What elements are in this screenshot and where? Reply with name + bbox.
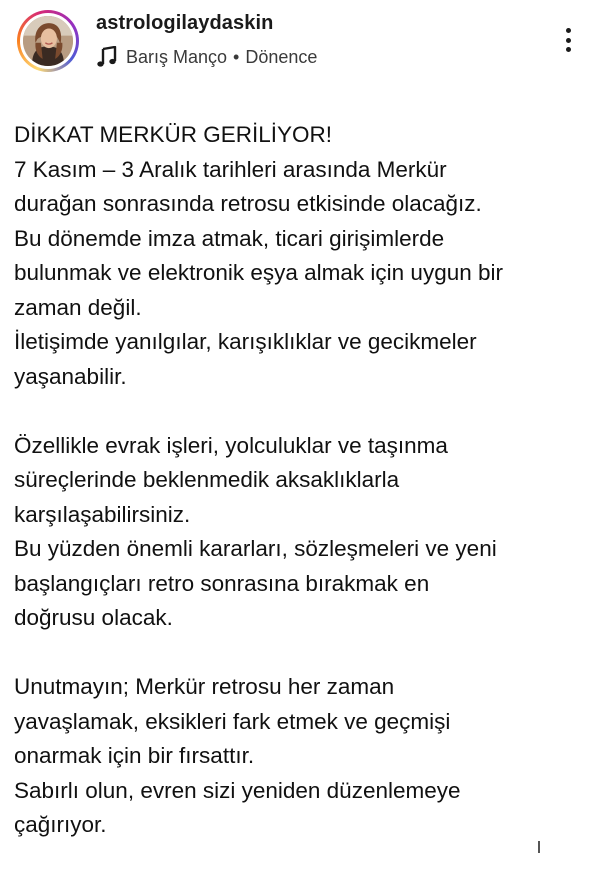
caption-line: yaşanabilir. (14, 363, 127, 389)
caption-line: yavaşlamak, eksikleri fark etmek ve geçmişi (14, 708, 451, 734)
caption-line: Unutmayın; Merkür retrosu her zaman (14, 674, 395, 699)
caption-line: onarmak için bir fırsattır. (14, 743, 255, 768)
more-vertical-icon[interactable] (556, 22, 580, 58)
post-caption (14, 118, 589, 843)
caption-line: karşılaşabilirsiniz. (14, 501, 191, 527)
caption-line: durağan sonrasında retrosu etkisinde olacağız. (14, 191, 482, 216)
caption-line: doğrusu olacak. (14, 605, 173, 630)
caption-line: İletişimde yanılgılar, karışıklıklar ve gecikmeler (14, 329, 477, 354)
caption-line: Sabırlı olun, evren sizi yeniden düzenlemeye (14, 777, 461, 803)
caption-blank-line (14, 636, 589, 671)
caption-line: başlangıçları retro sonrasına bırakmak en (14, 570, 430, 596)
music-info[interactable] (96, 46, 317, 68)
scroll-indicator (538, 841, 540, 853)
caption-line: DİKKAT MERKÜR GERİLİYOR! (14, 122, 332, 147)
post-header (0, 0, 600, 88)
caption-line: Bu dönemde imza atmak, ticari girişimlerde (14, 225, 445, 251)
avatar-image (23, 16, 73, 66)
music-note-icon (96, 46, 118, 68)
caption-line: bulunmak ve elektronik eşya almak için uygun bir (14, 260, 503, 285)
caption-line: çağırıyor. (14, 812, 107, 837)
caption-line: Özellikle evrak işleri, yolculuklar ve taşınma (14, 432, 448, 458)
caption-blank-line (14, 394, 589, 429)
music-song: Dönence (245, 46, 318, 67)
profile-avatar[interactable] (23, 16, 73, 66)
caption-line: Bu yüzden önemli kararları, sözleşmeleri ve yeni (14, 536, 497, 561)
music-artist: Barış Manço (126, 46, 228, 67)
post-username[interactable]: astrologilaydaskin (96, 12, 274, 34)
story-ring[interactable] (17, 10, 79, 72)
caption-line: süreçlerinde beklenmedik aksaklıklarla (14, 467, 400, 492)
music-separator: • (233, 46, 240, 67)
caption-line: zaman değil. (14, 294, 142, 320)
caption-line: 7 Kasım – 3 Aralık tarihleri arasında Merkür (14, 156, 447, 182)
